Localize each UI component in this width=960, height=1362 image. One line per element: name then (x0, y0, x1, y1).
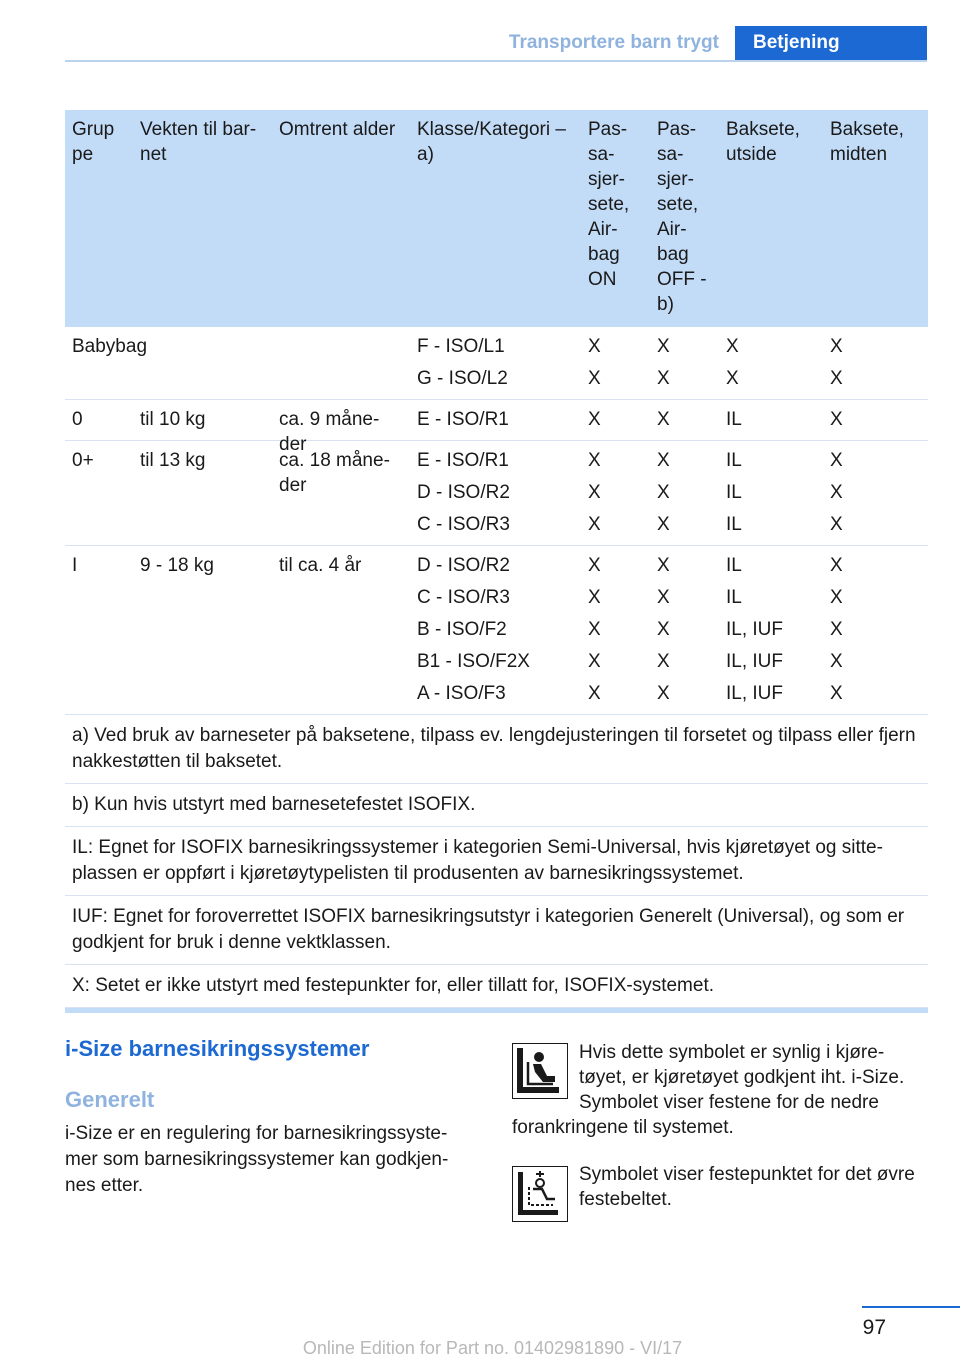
column-header (272, 110, 410, 327)
table-cell-age (272, 400, 410, 455)
symbol1-description (512, 1040, 924, 1140)
table-cell-group: 0+ (72, 450, 94, 471)
column-header-line: b) (657, 294, 674, 315)
column-header-line: net (140, 144, 167, 165)
cell-line: IL, IUF (726, 651, 784, 672)
symbol1-text: Hvis dette symbolet er synlig i kjøre-tøyet, er kjøretøyet godkjent iht. i-Size. Symbolet viser festene for de nedre forankringene til systemet. (512, 1042, 905, 1138)
cell-line: X (588, 336, 601, 357)
table-cell-rear-middle (823, 441, 928, 545)
table-end-rule (65, 1008, 928, 1013)
table-cell-age (272, 327, 410, 399)
cell-line: X (657, 555, 670, 576)
table-cell-airbag-on (581, 441, 650, 545)
table-cell-airbag-off (650, 327, 719, 399)
column-header-line: a) (417, 144, 434, 165)
table-cell-classes (410, 327, 581, 399)
isofix-table (65, 110, 928, 1013)
table-cell-airbag-off (650, 546, 719, 714)
table-cell-rear-outer (719, 546, 823, 714)
table-header-row (65, 110, 928, 327)
cell-line: IL (726, 450, 742, 471)
cell-line: ca. 9 måne- (279, 409, 380, 430)
table-cell-rear-outer (719, 327, 823, 399)
cell-line: D - ISO/R2 (417, 555, 510, 576)
cell-line: X (830, 450, 843, 471)
table-cell-rear-middle (823, 400, 928, 440)
table-row (65, 327, 928, 400)
cell-line: X (588, 482, 601, 503)
cell-line: X (830, 514, 843, 535)
table-cell-classes (410, 441, 581, 545)
table-cell-airbag-on (581, 546, 650, 714)
cell-line: G - ISO/L2 (417, 368, 508, 389)
column-header (581, 110, 650, 327)
column-header-line: pe (72, 144, 94, 165)
cell-line: C - ISO/R3 (417, 514, 510, 535)
column-header-line: Omtrent alder (279, 119, 396, 140)
table-cell-group: 0 (72, 409, 83, 430)
cell-line: X (726, 336, 739, 357)
column-header-line: Grup (72, 119, 115, 140)
cell-line: IL (726, 555, 742, 576)
table-cell-weight: til 10 kg (140, 409, 206, 430)
cell-line: X (830, 368, 843, 389)
table-note: X: Setet er ikke utstyrt med festepunkter for, eller tillatt for, ISOFIX-systemet. (65, 965, 928, 1008)
column-header (65, 110, 133, 327)
table-cell-age (272, 546, 410, 714)
cell-line: X (657, 619, 670, 640)
cell-line: IL (726, 587, 742, 608)
cell-line: X (830, 587, 843, 608)
column-header-line: bag (588, 244, 620, 265)
table-cell-weight (133, 327, 272, 399)
cell-line: til ca. 4 år (279, 555, 362, 576)
cell-line: X (657, 651, 670, 672)
isize-child-seat-icon (512, 1043, 568, 1099)
column-header-line: Baksete, (726, 119, 800, 140)
column-header-line: Pas- (588, 119, 628, 140)
column-header-line: Vekten til bar- (140, 119, 257, 140)
header-rule (65, 60, 927, 62)
table-cell-group: Babybag (72, 336, 148, 357)
cell-line: X (588, 651, 601, 672)
cell-line: D - ISO/R2 (417, 482, 510, 503)
table-cell-airbag-off (650, 441, 719, 545)
table-note: IL: Egnet for ISOFIX barnesikringssystemer i kategorien Semi-Universal, hvis kjøretøyet og sitte-plassen er oppført i kjøretøytypelisten til produsenten av barnesikringssystemet. (65, 827, 928, 896)
cell-line: X (657, 450, 670, 471)
cell-line: X (657, 368, 670, 389)
column-header-line: Klasse/Kategori – (417, 119, 566, 140)
cell-line: IL, IUF (726, 683, 784, 704)
cell-line: E - ISO/R1 (417, 450, 509, 471)
cell-line: IL, IUF (726, 619, 784, 640)
column-header-line: sa- (657, 144, 684, 165)
cell-line: X (830, 555, 843, 576)
cell-line: IL (726, 482, 742, 503)
table-row (65, 400, 928, 455)
header-section-title: Transportere barn trygt (508, 32, 719, 53)
column-header-line: Air- (657, 219, 687, 240)
column-header-line: sjer- (657, 169, 694, 190)
column-header-line: Pas- (657, 119, 697, 140)
table-cell-airbag-off (650, 400, 719, 440)
cell-line: X (588, 683, 601, 704)
table-note: IUF: Egnet for foroverrettet ISOFIX barnesikringsutstyr i kategorien Generelt (Universal), og som er godkjent for bruk i denne vektklassen. (65, 896, 928, 965)
table-cell-classes (410, 546, 581, 714)
column-header (719, 110, 823, 327)
cell-line: X (830, 409, 843, 430)
cell-line: X (830, 683, 843, 704)
cell-line: X (657, 409, 670, 430)
column-header-line: Air- (588, 219, 618, 240)
table-note: a) Ved bruk av barneseter på baksetene, tilpass ev. lengdejusteringen til forsetet og tilpass eller fjern nakkestøtten til baksetet. (65, 715, 928, 784)
header-chapter-tab[interactable]: Betjening (735, 26, 927, 62)
cell-line: der (279, 475, 307, 496)
cell-line: IL (726, 514, 742, 535)
cell-line: C - ISO/R3 (417, 587, 510, 608)
footer-rule (862, 1306, 960, 1308)
column-header-line: sete, (657, 194, 699, 215)
table-cell-group: I (72, 555, 78, 576)
column-header-line: sjer- (588, 169, 625, 190)
cell-line: IL (726, 409, 742, 430)
section-title: i-Size barnesikringssystemer (65, 1036, 370, 1061)
cell-line: ca. 18 måne- (279, 450, 390, 471)
cell-line: X (588, 409, 601, 430)
cell-line: B1 - ISO/F2X (417, 651, 530, 672)
cell-line: X (588, 450, 601, 471)
cell-line: X (588, 587, 601, 608)
cell-line: F - ISO/L1 (417, 336, 505, 357)
cell-line: X (830, 336, 843, 357)
column-header-line: ON (588, 269, 617, 290)
cell-line: B - ISO/F2 (417, 619, 507, 640)
column-header-line: midten (830, 144, 888, 165)
cell-line: X (830, 482, 843, 503)
table-cell-airbag-on (581, 327, 650, 399)
cell-line: X (657, 514, 670, 535)
column-header-line: sa- (588, 144, 615, 165)
column-header-line: OFF - (657, 269, 707, 290)
table-cell-age (272, 441, 410, 545)
column-header-line: utside (726, 144, 777, 165)
cell-line: X (588, 368, 601, 389)
column-header-line: Baksete, (830, 119, 904, 140)
table-row (65, 546, 928, 715)
table-cell-rear-outer (719, 400, 823, 440)
cell-line: X (657, 336, 670, 357)
cell-line: X (726, 368, 739, 389)
column-header (650, 110, 719, 327)
cell-line: X (588, 619, 601, 640)
table-notes (65, 715, 928, 1008)
column-header-line: sete, (588, 194, 630, 215)
table-cell-weight: 9 - 18 kg (140, 555, 214, 576)
cell-line: X (657, 482, 670, 503)
cell-line: X (588, 514, 601, 535)
cell-line: X (830, 619, 843, 640)
section-body: i-Size er en regulering for barnesikringssyste-mer som barnesikringssystemer kan godkjen-nes etter. (65, 1123, 449, 1196)
column-header (133, 110, 272, 327)
table-cell-rear-middle (823, 327, 928, 399)
column-header (823, 110, 928, 327)
cell-line: E - ISO/R1 (417, 409, 509, 430)
table-body (65, 327, 928, 715)
cell-line: X (657, 587, 670, 608)
page-header (65, 26, 927, 62)
page-number: 97 (862, 1316, 886, 1339)
top-tether-child-seat-icon (512, 1166, 568, 1222)
table-note: b) Kun hvis utstyrt med barnesetefestet ISOFIX. (65, 784, 928, 827)
symbol2-description: Symbolet viser festepunktet for det øvre festebeltet. (579, 1164, 915, 1210)
table-cell-rear-outer (719, 441, 823, 545)
cell-line: X (830, 651, 843, 672)
section-subtitle: Generelt (65, 1087, 155, 1112)
cell-line: X (657, 683, 670, 704)
column-header (410, 110, 581, 327)
table-row (65, 441, 928, 546)
cell-line: X (588, 555, 601, 576)
cell-line: A - ISO/F3 (417, 683, 506, 704)
column-header-line: bag (657, 244, 689, 265)
table-cell-classes (410, 400, 581, 440)
table-cell-rear-middle (823, 546, 928, 714)
cell-line: der (279, 434, 307, 455)
table-cell-weight: til 13 kg (140, 450, 206, 471)
footer-edition: Online Edition for Part no. 01402981890 - VI/17 (302, 1338, 683, 1358)
table-cell-airbag-on (581, 400, 650, 440)
